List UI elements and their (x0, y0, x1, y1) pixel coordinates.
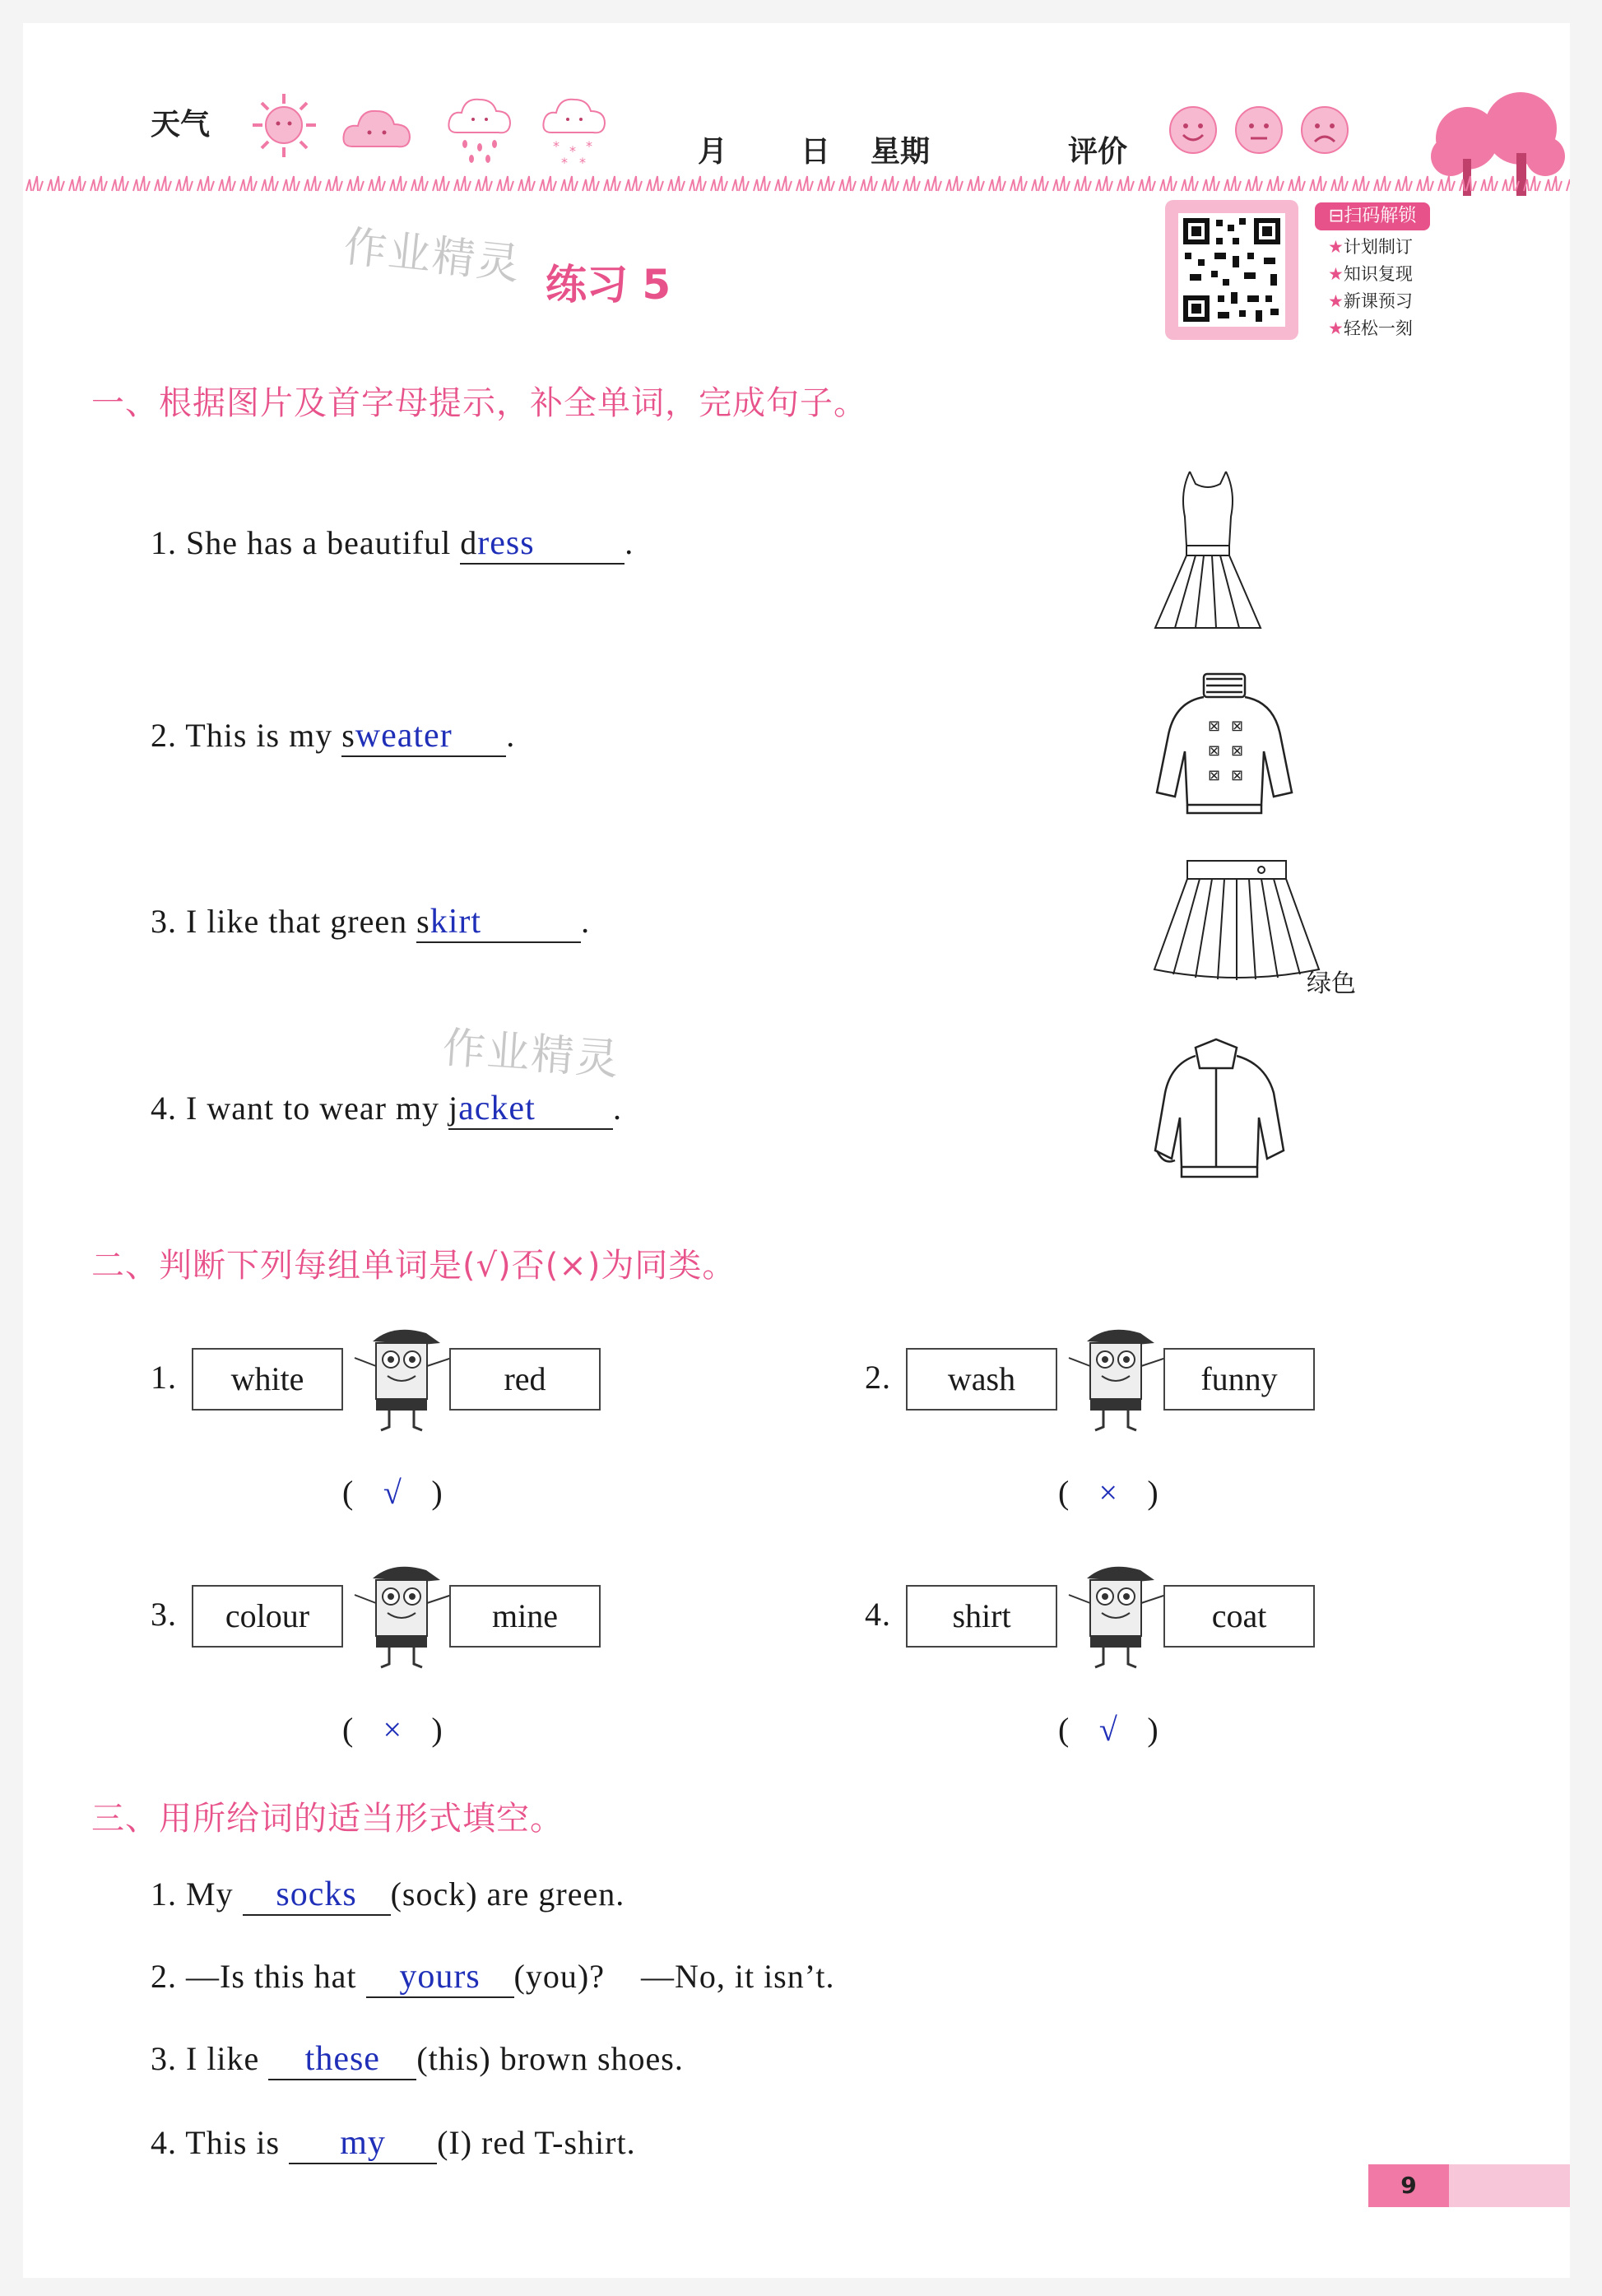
weekday-label: 星期 (871, 135, 931, 169)
answer-paren[interactable]: ( √ ) (342, 1474, 443, 1511)
s3-question-3: 3. I like these (this) brown shoes. (151, 2039, 684, 2080)
section3-title: 三、用所给词的适当形式填空。 (91, 1800, 564, 1838)
judgment-mark: √ (383, 1474, 402, 1511)
word-box-right: funny (1163, 1348, 1315, 1411)
jacket-icon (1150, 1035, 1290, 1183)
day-label: 日 (801, 135, 831, 169)
s2-num-4: 4. (865, 1596, 891, 1633)
month-label: 月 (698, 135, 728, 169)
neutral-face-icon (1233, 104, 1285, 156)
svg-text:⊠: ⊠ (1231, 742, 1244, 760)
word-box-right: red (449, 1348, 601, 1411)
answer-blank[interactable]: sweater (341, 716, 506, 757)
s1-question-3: 3. I like that green skirt . (151, 902, 590, 943)
answer-blank[interactable]: yours (366, 1957, 514, 1998)
judgment-mark: × (1098, 1474, 1118, 1511)
word-box-right: mine (449, 1585, 601, 1648)
sun-icon (249, 91, 319, 160)
section2-title: 二、判断下列每组单词是(√)否(×)为同类。 (91, 1247, 736, 1285)
answer-paren[interactable]: ( × ) (1058, 1474, 1159, 1511)
word-box-left: wash (906, 1348, 1057, 1411)
snow-icon (541, 93, 607, 171)
qr-badge-label: 扫码解锁 (1344, 206, 1417, 226)
star-icon: ★ (1328, 318, 1344, 338)
skirt-icon (1150, 854, 1323, 986)
s1-question-1: 1. She has a beautiful dress . (151, 523, 634, 565)
word-box-left: white (192, 1348, 343, 1411)
answer-blank[interactable]: jacket (448, 1089, 613, 1130)
svg-text:*: * (561, 155, 568, 170)
page-title: 练习 5 (546, 261, 671, 309)
dress-icon (1150, 467, 1265, 640)
svg-text:⊠: ⊠ (1231, 767, 1244, 784)
qr-feature-item: ★计划制订 (1328, 237, 1413, 257)
happy-face-icon (1167, 104, 1219, 156)
svg-text:*: * (553, 138, 560, 154)
svg-text:*: * (586, 138, 592, 154)
answer-blank[interactable]: skirt (416, 902, 581, 943)
cartoon-character-icon (348, 1325, 459, 1440)
judgment-mark: √ (1098, 1711, 1117, 1748)
star-icon: ★ (1328, 237, 1344, 257)
word-box-right: coat (1163, 1585, 1315, 1648)
svg-text:⊠: ⊠ (1231, 718, 1244, 735)
answer-blank[interactable]: dress (460, 523, 625, 565)
qr-feature-item: ★轻松一刻 (1328, 318, 1413, 338)
qr-feature-item: ★知识复现 (1328, 264, 1413, 284)
scan-icon: ⊟ (1328, 206, 1344, 226)
qr-feature-list (1328, 234, 1413, 342)
section1-title: 一、根据图片及首字母提示，补全单词，完成句子。 (91, 384, 867, 422)
qr-frame (1165, 200, 1298, 340)
worksheet-page (23, 23, 1570, 2278)
s3-question-4: 4. This is my (I) red T-shirt. (151, 2123, 636, 2164)
rain-icon (447, 93, 513, 171)
svg-text:*: * (569, 143, 576, 159)
cartoon-character-icon (1062, 1325, 1173, 1440)
watermark: 作业精灵 (440, 1023, 622, 1085)
svg-text:⊠: ⊠ (1208, 767, 1221, 784)
star-icon: ★ (1328, 264, 1344, 284)
svg-text:⊠: ⊠ (1208, 742, 1221, 760)
judgment-mark: × (383, 1711, 402, 1748)
cartoon-character-icon (1062, 1562, 1173, 1677)
s2-num-2: 2. (865, 1359, 891, 1396)
qr-feature-item: ★新课预习 (1328, 291, 1413, 311)
s1-question-4: 4. I want to wear my jacket . (151, 1089, 622, 1130)
answer-blank[interactable]: my (289, 2123, 437, 2164)
watermark: 作业精灵 (341, 221, 523, 290)
sad-face-icon (1298, 104, 1351, 156)
s3-question-2: 2. —Is this hat yours (you)? —No, it isn’t. (151, 1957, 834, 1998)
word-box-left: shirt (906, 1585, 1057, 1648)
answer-blank[interactable]: these (268, 2039, 416, 2080)
qr-badge[interactable] (1315, 202, 1430, 230)
cloudy-icon (340, 101, 414, 155)
word-box-left: colour (192, 1585, 343, 1648)
cartoon-character-icon (348, 1562, 459, 1677)
svg-text:*: * (579, 155, 586, 170)
svg-text:⊠: ⊠ (1208, 718, 1221, 735)
s2-num-1: 1. (151, 1359, 177, 1396)
skirt-color-caption: 绿色 (1307, 969, 1356, 998)
answer-paren[interactable]: ( × ) (342, 1711, 443, 1748)
weather-label: 天气 (151, 108, 211, 142)
s1-question-2: 2. This is my sweater . (151, 716, 515, 757)
answer-paren[interactable]: ( √ ) (1058, 1711, 1159, 1748)
qr-code-icon[interactable] (1178, 213, 1285, 327)
sweater-icon (1150, 669, 1298, 821)
answer-blank[interactable]: socks (243, 1875, 391, 1916)
grass-border (23, 171, 1570, 196)
s3-question-1: 1. My socks (sock) are green. (151, 1875, 625, 1916)
star-icon: ★ (1328, 291, 1344, 311)
s2-num-3: 3. (151, 1596, 177, 1633)
rating-label: 评价 (1068, 135, 1128, 169)
page-number: 9 (1368, 2164, 1449, 2207)
